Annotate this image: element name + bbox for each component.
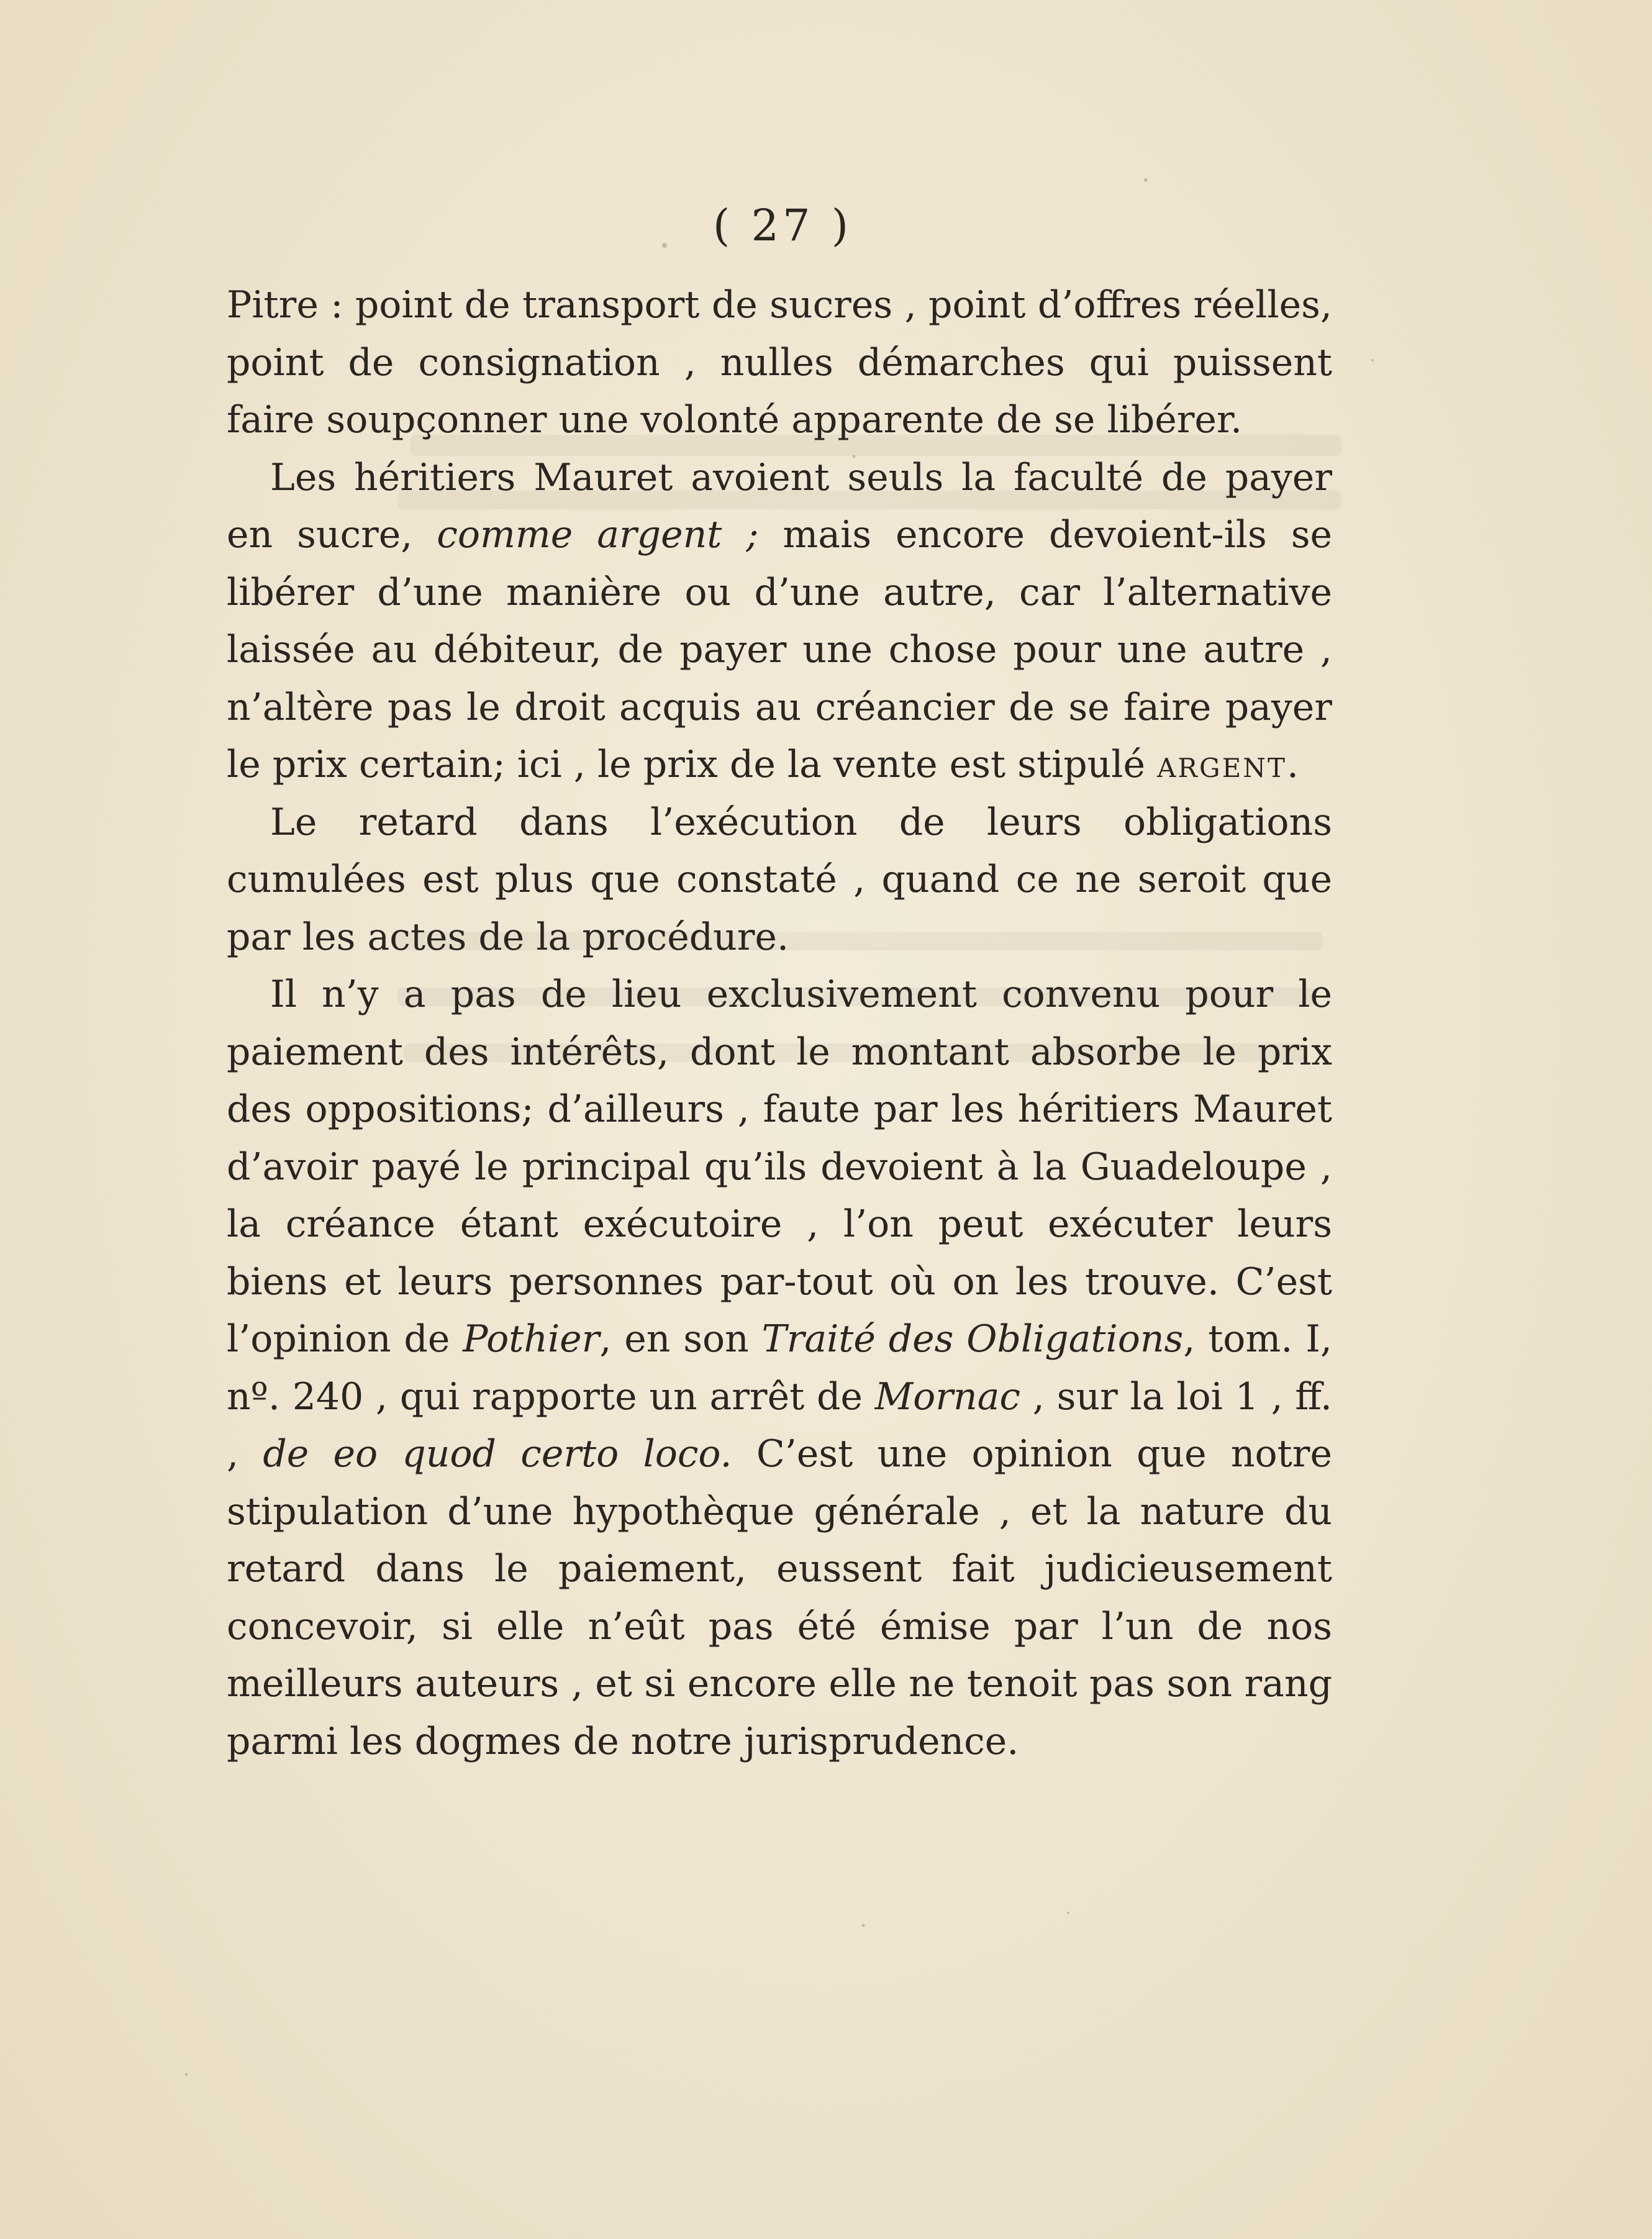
paragraph-4-text-b: , en son (599, 1317, 762, 1361)
paragraph-4-italic-b: Traité des Obligations (761, 1317, 1184, 1361)
paragraph-2-text-c: . (1287, 743, 1299, 786)
paragraph-1 (227, 276, 1332, 449)
paragraph-4-text-c: , tom. I, nº. 240 , qui rapporte un arrêt de (227, 1317, 1332, 1419)
paragraph-3 (227, 794, 1332, 966)
paragraph-2 (227, 449, 1332, 794)
paragraph-4-italic-a: Pothier (463, 1317, 600, 1361)
page-number: ( 27 ) (712, 200, 853, 251)
paragraph-4-text-d: , sur la loi 1 , ff. , (227, 1374, 1332, 1476)
paragraph-2-text-b: mais encore devoient-ils se libérer d’une manière ou d’une autre, car l’alternative laissée au débiteur, de payer une chose pour une autre , n’altère pas le droit acquis au créancier de se faire payer le prix certain; ici , le prix de la vente est stipulé (227, 513, 1332, 786)
paragraph-3-text: Le retard dans l’exécution de leurs obligations cumulées est plus que constaté , quand ce ne seroit que par les actes de la procédure. (227, 800, 1332, 959)
paragraph-4-text-a: Il n’y a pas de lieu exclusivement convenu pour le paiement des intérêts, dont le montant absorbe le prix des oppositions; d’ailleurs , faute par les héritiers Mauret d’avoir payé le principal qu’ils devoient à la Guadeloupe , la créance étant exécutoire , l’on peut exécuter leurs biens et leurs personnes par-tout où on les trouve. C’est l’opinion de (227, 973, 1332, 1361)
body-text (227, 276, 1332, 1770)
paragraph-2-smallcaps: argent (1157, 743, 1287, 786)
paragraph-4-italic-c: Mornac (874, 1374, 1020, 1419)
paragraph-4 (227, 966, 1332, 1770)
paragraph-4-italic-d: de eo quod certo loco. (263, 1432, 732, 1476)
paragraph-2-text-a: Les héritiers Mauret avoient seuls la faculté de payer en sucre, (227, 455, 1332, 556)
paragraph-1-text: Pitre : point de transport de sucres , point d’offres réelles, point de consignation , nulles démarches qui puissent faire soupçonner une volonté apparente de se libérer. (227, 283, 1332, 442)
paragraph-2-italic-a: comme argent ; (437, 513, 759, 556)
paragraph-4-text-e: C’est une opinion que notre stipulation d’une hypothèque générale , et la nature du retard dans le paiement, eussent fait judicieusement concevoir, si elle n’eût pas été émise par l’un de nos meilleurs auteurs , et si encore elle ne tenoit pas son rang parmi les dogmes de notre jurisprudence. (227, 1432, 1332, 1763)
